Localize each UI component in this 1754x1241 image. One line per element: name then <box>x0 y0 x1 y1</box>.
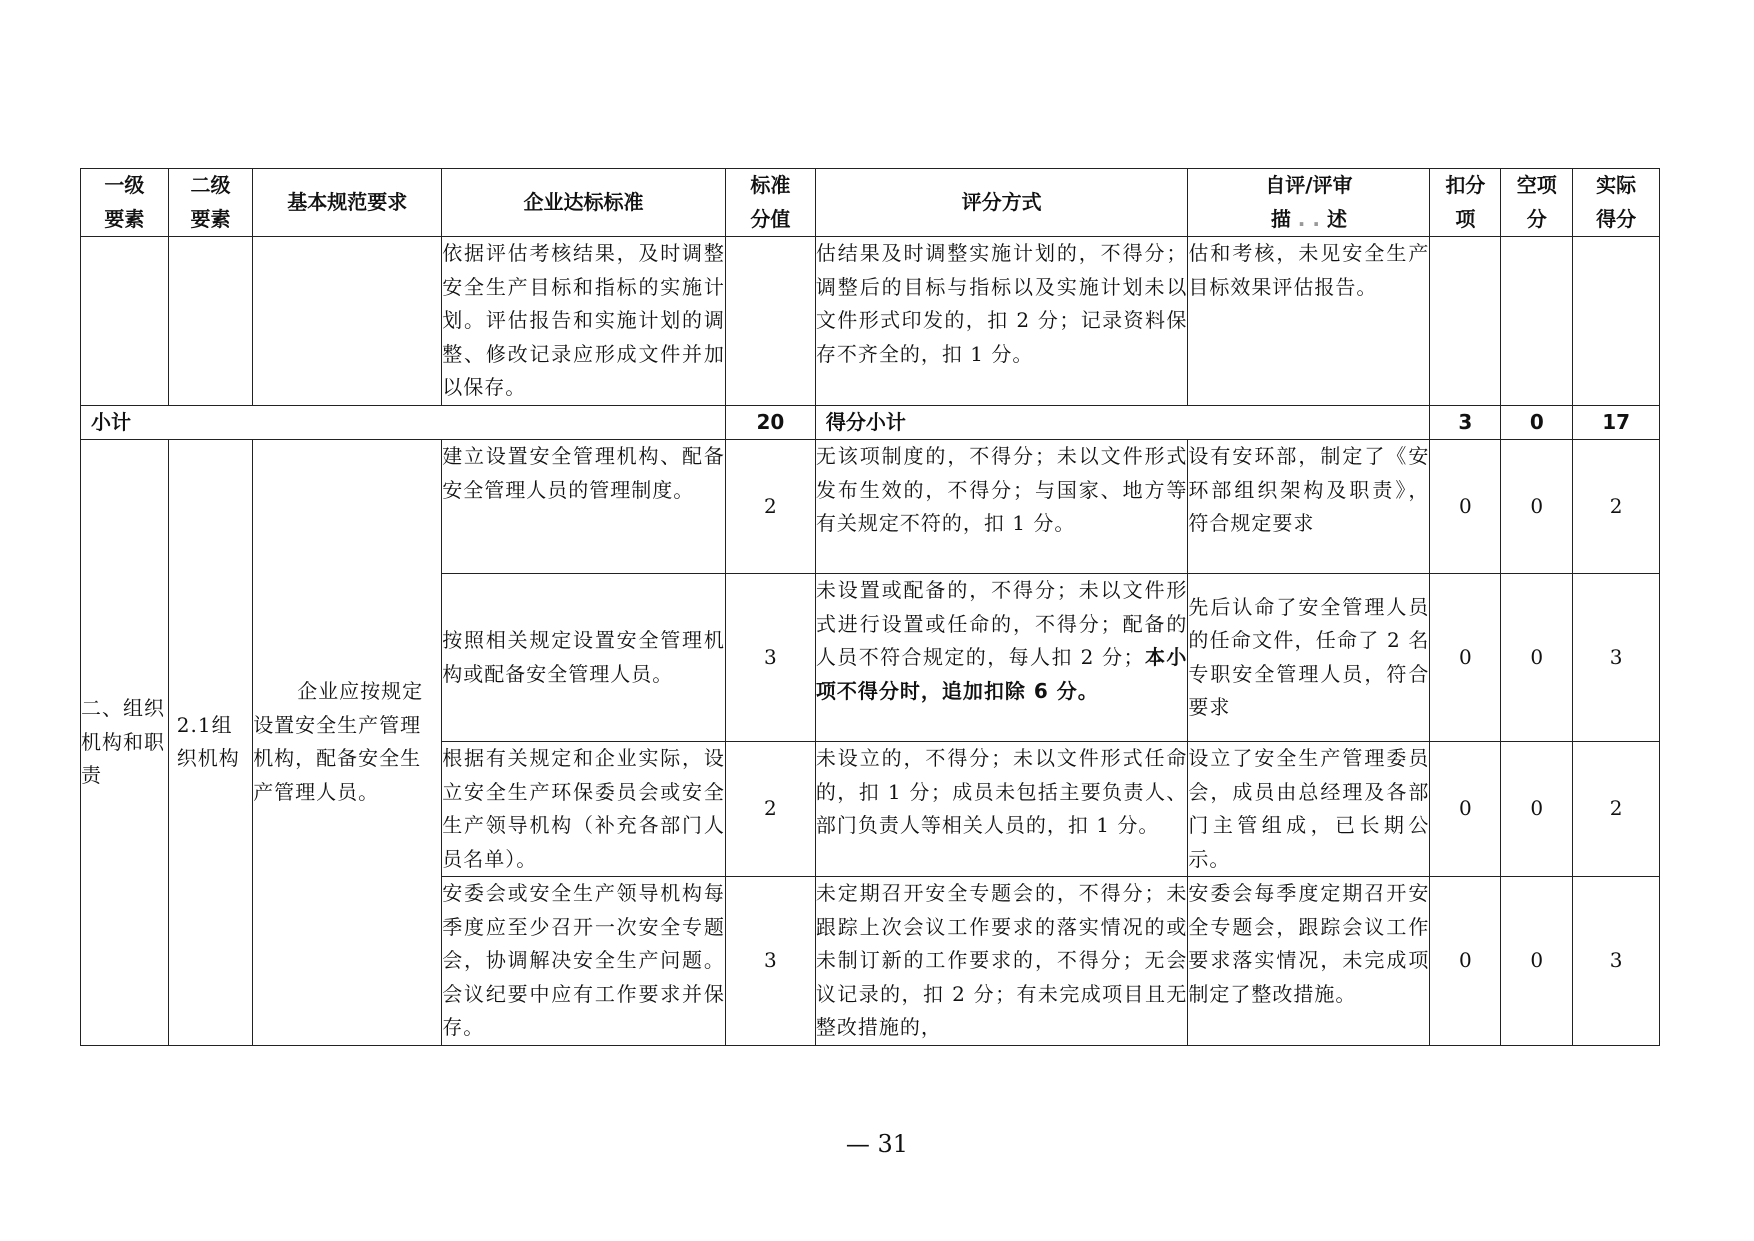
subtotal-label: 小计 <box>81 405 726 440</box>
row-review-cell: 设立了安全生产管理委员会，成员由总经理及各部门主管组成，已长期公示。 <box>1188 742 1430 877</box>
row-actual-cell: 3 <box>1573 574 1660 742</box>
table-row <box>81 440 1660 574</box>
header-scoring-method: 评分方式 <box>815 169 1188 237</box>
row-deduct-cell: 0 <box>1430 742 1501 877</box>
carry-standard-cell: 依据评估考核结果，及时调整安全生产目标和指标的实施计划。评估报告和实施计划的调整、修改记录应形成文件并加以保存。 <box>442 237 726 406</box>
header-actual-score: 实际 得分 <box>1573 169 1660 237</box>
row-actual-cell: 3 <box>1573 877 1660 1046</box>
row-review-cell: 安委会每季度定期召开安全专题会，跟踪会议工作要求落实情况，未完成项制定了整改措施。 <box>1188 877 1430 1046</box>
row-deduct-cell: 0 <box>1430 440 1501 574</box>
row-scoring-cell: 无该项制度的，不得分；未以文件形式发布生效的，不得分；与国家、地方等有关规定不符的，扣 1 分。 <box>815 440 1188 574</box>
row-actual-cell: 2 <box>1573 742 1660 877</box>
carry-review-cell: 估和考核，未见安全生产目标效果评估报告。 <box>1188 237 1430 406</box>
carry-scoring-cell: 估结果及时调整实施计划的，不得分；调整后的目标与指标以及实施计划未以文件形式印发的，扣 2 分；记录资料保存不齐全的，扣 1 分。 <box>815 237 1188 406</box>
subtotal-standard-value: 20 <box>725 405 815 440</box>
row-standard-cell: 安委会或安全生产领导机构每季度应至少召开一次安全专题会，协调解决安全生产问题。会议纪要中应有工作要求并保存。 <box>442 877 726 1046</box>
row-empty-cell: 0 <box>1501 574 1573 742</box>
level2-element-cell: 2.1组织机构 <box>168 440 252 1046</box>
row-standard-value: 3 <box>725 877 815 1046</box>
subtotal-deduct: 3 <box>1430 405 1501 440</box>
table-header-row <box>81 169 1660 237</box>
header-review-description: 自评/评审 描 . . 述 <box>1188 169 1430 237</box>
row-standard-value: 2 <box>725 440 815 574</box>
row-actual-cell: 2 <box>1573 440 1660 574</box>
row-standard-cell: 建立设置安全管理机构、配备安全管理人员的管理制度。 <box>442 440 726 574</box>
header-basic-requirement: 基本规范要求 <box>253 169 442 237</box>
header-deduct-items: 扣分 项 <box>1430 169 1501 237</box>
carry-over-row <box>81 237 1660 406</box>
evaluation-table <box>80 168 1660 1046</box>
subtotal-score-label: 得分小计 <box>815 405 1429 440</box>
row-deduct-cell: 0 <box>1430 574 1501 742</box>
row-empty-cell: 0 <box>1501 440 1573 574</box>
row-scoring-cell: 未设置或配备的，不得分；未以文件形式进行设置或任命的，不得分；配备的人员不符合规定的，每人扣 2 分；本小项不得分时，追加扣除 6 分。 <box>815 574 1188 742</box>
row-empty-cell: 0 <box>1501 877 1573 1046</box>
subtotal-row <box>81 405 1660 440</box>
header-empty-score: 空项 分 <box>1501 169 1573 237</box>
row-scoring-cell: 未设立的，不得分；未以文件形式任命的，扣 1 分；成员未包括主要负责人、部门负责人等相关人员的，扣 1 分。 <box>815 742 1188 877</box>
row-standard-value: 3 <box>725 574 815 742</box>
header-level2: 二级 要素 <box>168 169 252 237</box>
subtotal-actual: 17 <box>1573 405 1660 440</box>
header-standard-value: 标准 分值 <box>725 169 815 237</box>
row-empty-cell: 0 <box>1501 742 1573 877</box>
header-enterprise-standard: 企业达标标准 <box>442 169 726 237</box>
basic-requirement-cell: 企业应按规定设置安全生产管理机构，配备安全生产管理人员。 <box>253 440 442 1046</box>
row-review-cell: 设有安环部，制定了《安环部组织架构及职责》，符合规定要求 <box>1188 440 1430 574</box>
row-standard-value: 2 <box>725 742 815 877</box>
subtotal-empty: 0 <box>1501 405 1573 440</box>
row-standard-cell: 根据有关规定和企业实际，设立安全生产环保委员会或安全生产领导机构（补充各部门人员名单）。 <box>442 742 726 877</box>
level1-element-cell: 二、组织机构和职责 <box>81 440 169 1046</box>
header-level1: 一级 要素 <box>81 169 169 237</box>
row-deduct-cell: 0 <box>1430 877 1501 1046</box>
row-scoring-cell: 未定期召开安全专题会的，不得分；未跟踪上次会议工作要求的落实情况的或未制订新的工作要求的，不得分；无会议记录的，扣 2 分；有未完成项目且无整改措施的， <box>815 877 1188 1046</box>
row-standard-cell: 按照相关规定设置安全管理机构或配备安全管理人员。 <box>442 574 726 742</box>
row-review-cell: 先后认命了安全管理人员的任命文件，任命了 2 名专职安全管理人员，符合要求 <box>1188 574 1430 742</box>
standards-table-page <box>80 168 1660 1046</box>
page-number: — 31 <box>845 1130 909 1158</box>
